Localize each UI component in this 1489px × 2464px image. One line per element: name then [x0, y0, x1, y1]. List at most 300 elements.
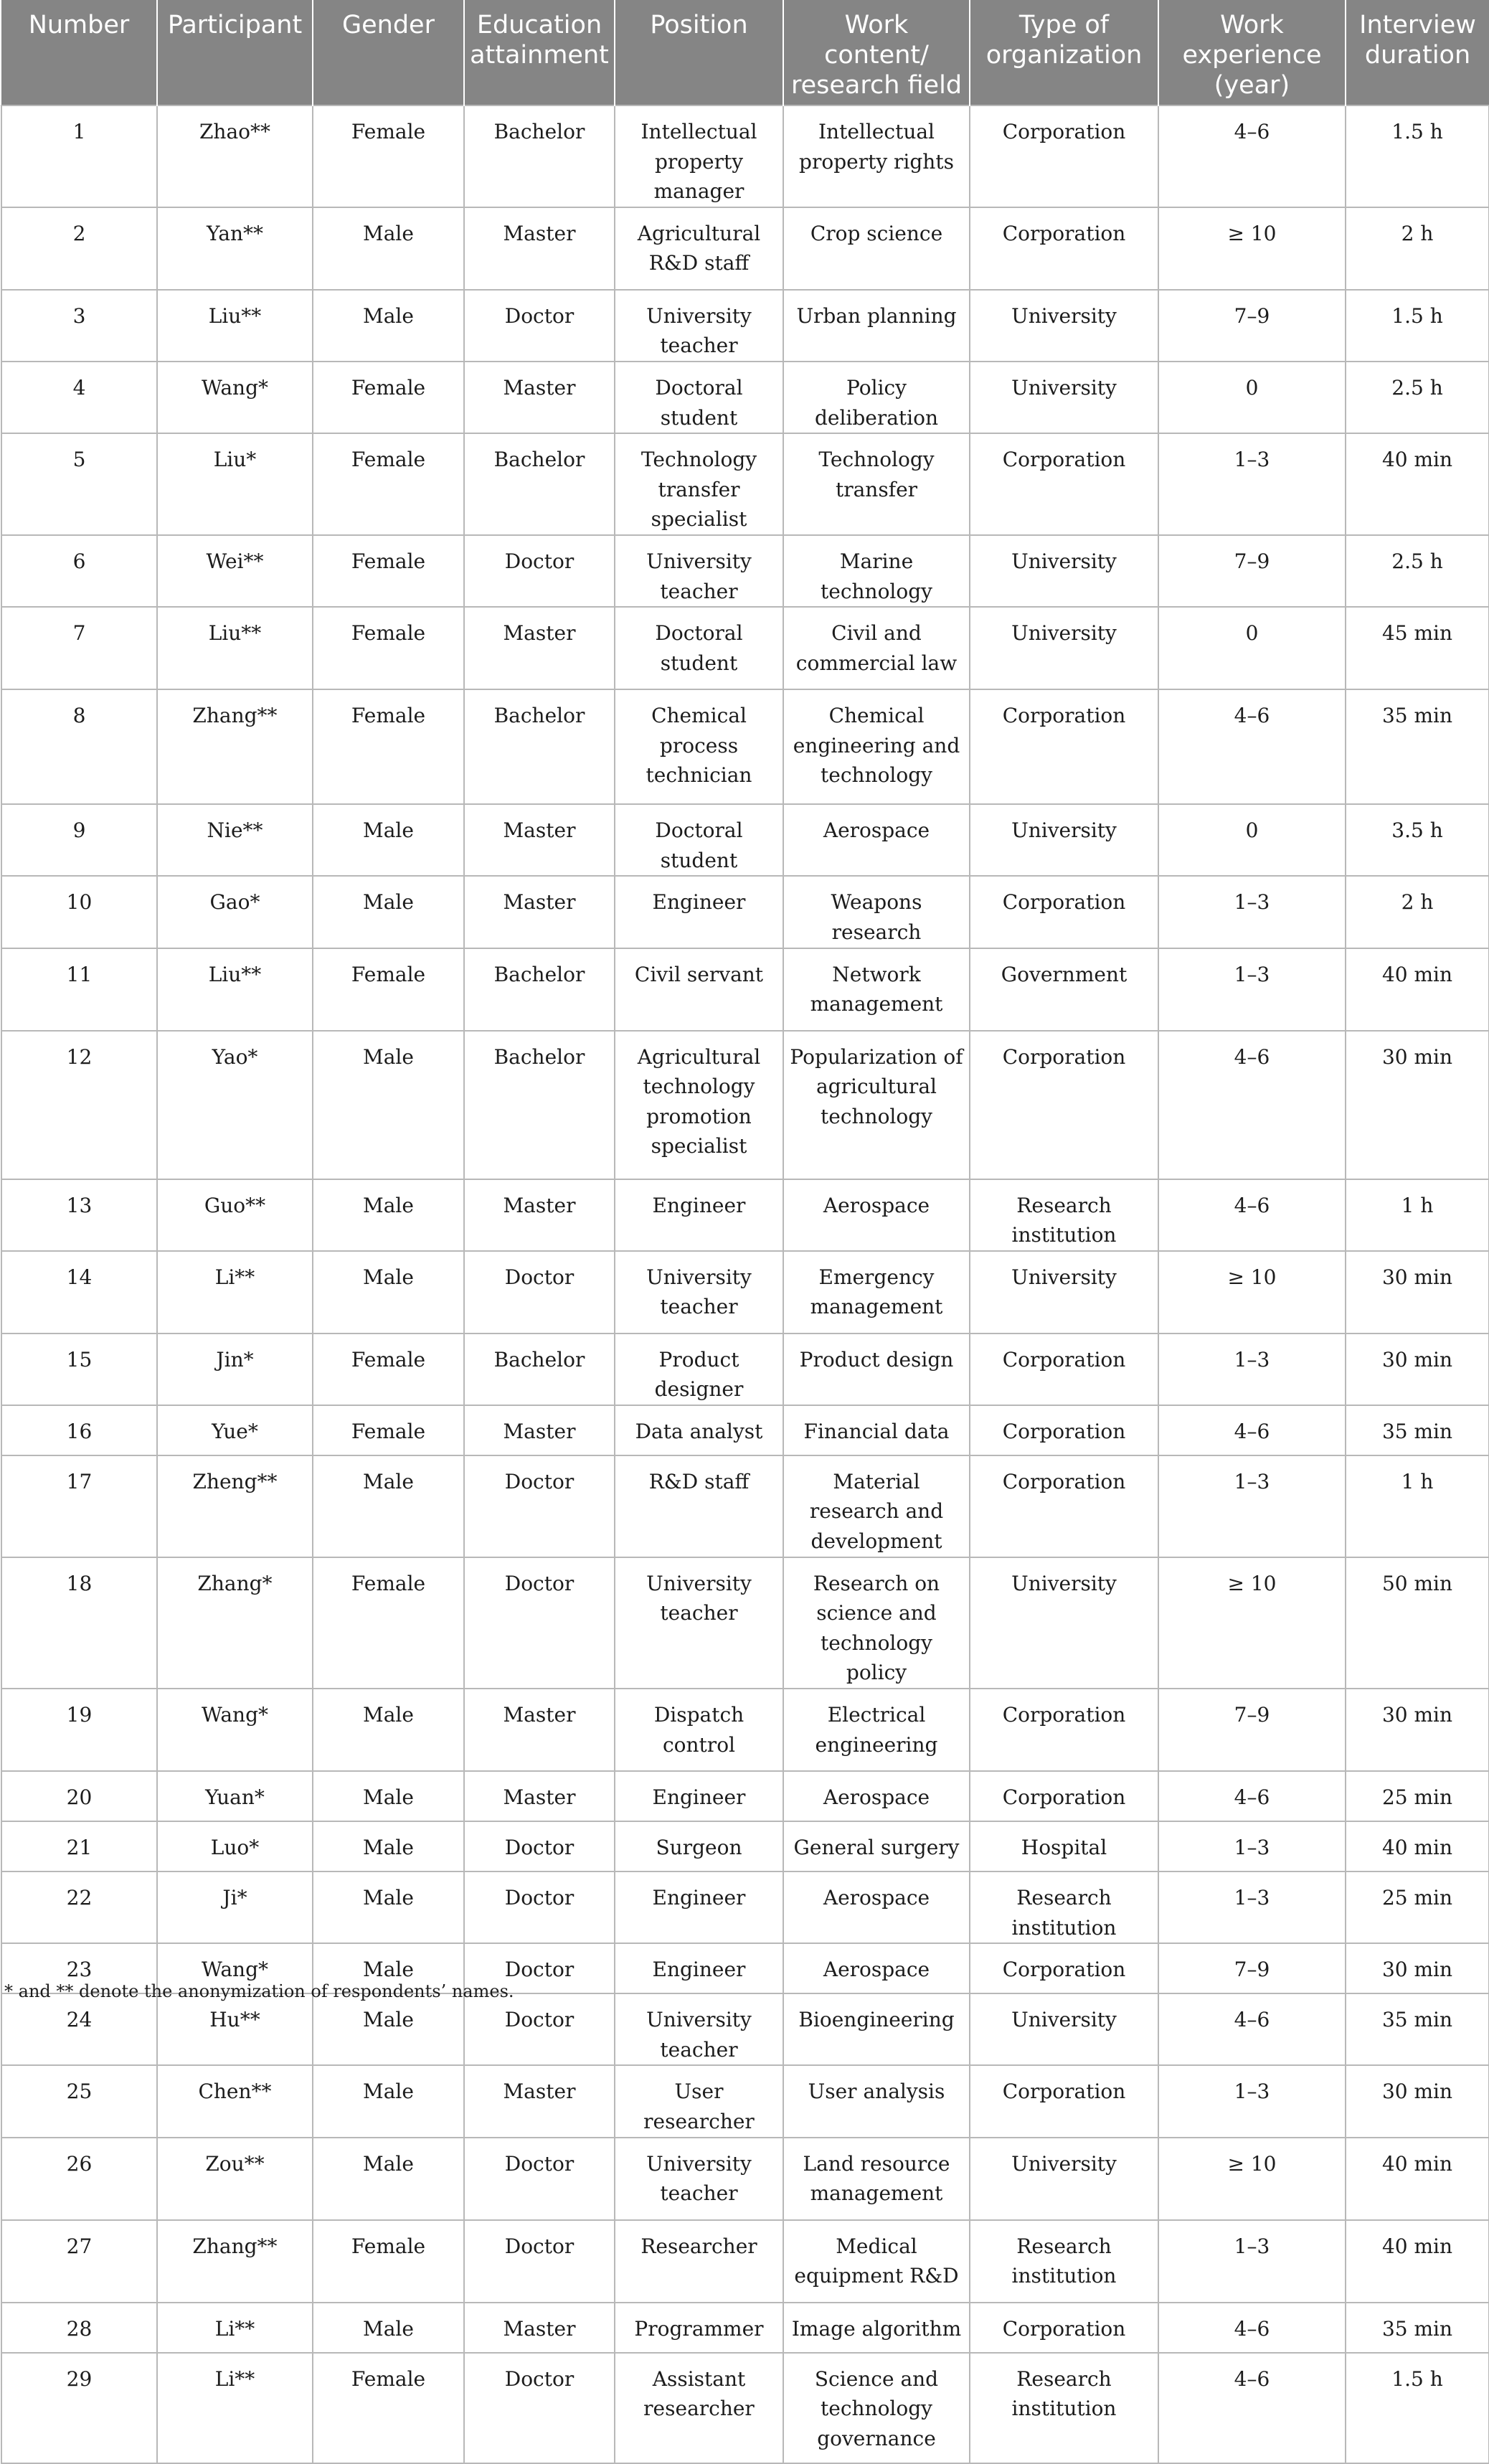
cell-work-content: Aerospace [783, 1179, 970, 1251]
cell-participant: Li** [157, 2303, 313, 2353]
cell-education: Bachelor [464, 105, 615, 207]
cell-participant: Zhao** [157, 105, 313, 207]
cell-work-experience: 4–6 [1158, 2353, 1346, 2463]
cell-organization-type: Corporation [970, 2065, 1158, 2137]
cell-participant: Zhang** [157, 2220, 313, 2303]
cell-organization-type: Corporation [970, 876, 1158, 948]
column-header-participant [157, 0, 313, 105]
cell-interview-duration: 2 h [1346, 876, 1489, 948]
cell-number: 21 [1, 1821, 157, 1871]
cell-work-experience: 1–3 [1158, 948, 1346, 1031]
cell-number: 26 [1, 2138, 157, 2220]
cell-participant: Chen** [157, 2065, 313, 2137]
cell-position: Engineer [615, 876, 783, 948]
header-text: Education [476, 11, 602, 39]
cell-number: 6 [1, 535, 157, 607]
cell-interview-duration: 45 min [1346, 607, 1489, 689]
cell-interview-duration: 30 min [1346, 1251, 1489, 1334]
cell-number: 15 [1, 1334, 157, 1405]
table-row [1, 105, 1489, 207]
cell-education: Master [464, 362, 615, 433]
cell-participant: Zou** [157, 2138, 313, 2220]
cell-position: University teacher [615, 535, 783, 607]
cell-interview-duration: 30 min [1346, 1689, 1489, 1771]
cell-organization-type: Research institution [970, 2353, 1158, 2463]
cell-education: Master [464, 207, 615, 290]
column-header-work-content [783, 0, 970, 105]
cell-gender: Male [313, 1179, 464, 1251]
cell-organization-type: Corporation [970, 1689, 1158, 1771]
cell-education: Master [464, 2303, 615, 2353]
cell-number: 14 [1, 1251, 157, 1334]
cell-organization-type: Research institution [970, 2220, 1158, 2303]
table-row [1, 1871, 1489, 1943]
table-row [1, 1771, 1489, 1821]
table-row [1, 2303, 1489, 2353]
table-row [1, 876, 1489, 948]
cell-gender: Female [313, 535, 464, 607]
table-row [1, 535, 1489, 607]
header-text: Participant [167, 11, 303, 39]
cell-education: Master [464, 1689, 615, 1771]
cell-work-experience: 4–6 [1158, 1993, 1346, 2065]
cell-gender: Female [313, 2353, 464, 2463]
header-text: Position [650, 11, 748, 39]
cell-participant: Yuan* [157, 1771, 313, 1821]
cell-work-content: Weapons research [783, 876, 970, 948]
cell-education: Bachelor [464, 948, 615, 1031]
cell-work-content: Aerospace [783, 1871, 970, 1943]
cell-interview-duration: 40 min [1346, 2220, 1489, 2303]
cell-interview-duration: 2.5 h [1346, 362, 1489, 433]
cell-position: Product designer [615, 1334, 783, 1405]
cell-gender: Female [313, 433, 464, 535]
header-text: content/ [824, 41, 929, 70]
cell-position: University teacher [615, 2138, 783, 2220]
cell-education: Doctor [464, 1993, 615, 2065]
cell-work-content: Civil and commercial law [783, 607, 970, 689]
table-row [1, 1334, 1489, 1405]
cell-organization-type: Corporation [970, 1334, 1158, 1405]
cell-position: Programmer [615, 2303, 783, 2353]
cell-organization-type: Corporation [970, 1405, 1158, 1455]
cell-organization-type: University [970, 290, 1158, 362]
cell-work-experience: 4–6 [1158, 2303, 1346, 2353]
cell-work-content: Emergency management [783, 1251, 970, 1334]
cell-participant: Li** [157, 2353, 313, 2463]
cell-work-experience: 0 [1158, 362, 1346, 433]
cell-position: Surgeon [615, 1821, 783, 1871]
cell-work-experience: 1–3 [1158, 433, 1346, 535]
cell-organization-type: University [970, 1557, 1158, 1689]
cell-organization-type: Corporation [970, 2303, 1158, 2353]
cell-gender: Male [313, 1943, 464, 1993]
table-row [1, 1557, 1489, 1689]
cell-number: 5 [1, 433, 157, 535]
cell-position: User researcher [615, 2065, 783, 2137]
cell-number: 12 [1, 1031, 157, 1179]
cell-number: 25 [1, 2065, 157, 2137]
cell-participant: Yan** [157, 207, 313, 290]
cell-work-experience: 4–6 [1158, 1405, 1346, 1455]
cell-work-content: Aerospace [783, 804, 970, 876]
header-text: Interview [1359, 11, 1476, 39]
cell-participant: Yao* [157, 1031, 313, 1179]
table-row [1, 689, 1489, 804]
cell-work-experience: 1–3 [1158, 1871, 1346, 1943]
cell-work-experience: 1–3 [1158, 1334, 1346, 1405]
cell-work-experience: 4–6 [1158, 689, 1346, 804]
cell-education: Bachelor [464, 689, 615, 804]
cell-gender: Male [313, 2138, 464, 2220]
cell-number: 13 [1, 1179, 157, 1251]
cell-position: Civil servant [615, 948, 783, 1031]
cell-work-content: Intellectual property rights [783, 105, 970, 207]
cell-work-content: Electrical engineering [783, 1689, 970, 1771]
cell-gender: Male [313, 1771, 464, 1821]
cell-interview-duration: 50 min [1346, 1557, 1489, 1689]
cell-work-experience: 4–6 [1158, 1179, 1346, 1251]
header-text: Work [1220, 11, 1284, 39]
table-row [1, 948, 1489, 1031]
cell-interview-duration: 40 min [1346, 433, 1489, 535]
cell-organization-type: Corporation [970, 1771, 1158, 1821]
cell-work-experience: 7–9 [1158, 535, 1346, 607]
cell-gender: Male [313, 1821, 464, 1871]
cell-organization-type: University [970, 1251, 1158, 1334]
cell-organization-type: University [970, 1993, 1158, 2065]
column-header-interview-duration [1346, 0, 1489, 105]
cell-work-content: User analysis [783, 2065, 970, 2137]
table-row [1, 2220, 1489, 2303]
cell-work-experience: ≥ 10 [1158, 1557, 1346, 1689]
cell-gender: Male [313, 207, 464, 290]
cell-work-experience: 1–3 [1158, 1455, 1346, 1557]
cell-education: Master [464, 1405, 615, 1455]
header-text: attainment [470, 41, 609, 70]
cell-gender: Female [313, 2220, 464, 2303]
cell-organization-type: Corporation [970, 105, 1158, 207]
table-row [1, 2065, 1489, 2137]
column-header-position [615, 0, 783, 105]
column-header-gender [313, 0, 464, 105]
cell-number: 3 [1, 290, 157, 362]
cell-number: 19 [1, 1689, 157, 1771]
cell-organization-type: Research institution [970, 1871, 1158, 1943]
cell-education: Doctor [464, 535, 615, 607]
table-row [1, 2138, 1489, 2220]
cell-work-content: Material research and development [783, 1455, 970, 1557]
cell-gender: Female [313, 607, 464, 689]
column-header-work-experience [1158, 0, 1346, 105]
cell-position: Doctoral student [615, 804, 783, 876]
header-text: experience [1182, 41, 1322, 70]
cell-work-experience: 1–3 [1158, 2065, 1346, 2137]
cell-education: Doctor [464, 1871, 615, 1943]
cell-number: 18 [1, 1557, 157, 1689]
cell-participant: Zhang* [157, 1557, 313, 1689]
cell-interview-duration: 25 min [1346, 1771, 1489, 1821]
cell-organization-type: Corporation [970, 689, 1158, 804]
cell-organization-type: Corporation [970, 207, 1158, 290]
cell-number: 2 [1, 207, 157, 290]
cell-work-experience: 0 [1158, 804, 1346, 876]
cell-interview-duration: 2.5 h [1346, 535, 1489, 607]
cell-position: University teacher [615, 290, 783, 362]
cell-organization-type: Hospital [970, 1821, 1158, 1871]
cell-participant: Liu* [157, 433, 313, 535]
table-row [1, 362, 1489, 433]
cell-position: Engineer [615, 1179, 783, 1251]
cell-education: Doctor [464, 1557, 615, 1689]
cell-education: Bachelor [464, 1031, 615, 1179]
cell-position: Engineer [615, 1943, 783, 1993]
cell-participant: Wang* [157, 1943, 313, 1993]
cell-gender: Female [313, 948, 464, 1031]
cell-education: Master [464, 1179, 615, 1251]
cell-work-experience: 7–9 [1158, 1943, 1346, 1993]
cell-participant: Luo* [157, 1821, 313, 1871]
cell-number: 24 [1, 1993, 157, 2065]
cell-interview-duration: 1.5 h [1346, 2353, 1489, 2463]
cell-interview-duration: 35 min [1346, 2303, 1489, 2353]
cell-organization-type: Government [970, 948, 1158, 1031]
cell-interview-duration: 2 h [1346, 207, 1489, 290]
cell-education: Master [464, 1771, 615, 1821]
table-row [1, 1993, 1489, 2065]
cell-education: Doctor [464, 2138, 615, 2220]
cell-gender: Female [313, 105, 464, 207]
cell-position: Assistant researcher [615, 2353, 783, 2463]
cell-position: University teacher [615, 1251, 783, 1334]
cell-work-content: Aerospace [783, 1943, 970, 1993]
cell-number: 7 [1, 607, 157, 689]
participants-table [1, 0, 1489, 2464]
cell-gender: Female [313, 689, 464, 804]
cell-participant: Liu** [157, 948, 313, 1031]
cell-interview-duration: 1 h [1346, 1455, 1489, 1557]
cell-work-content: Urban planning [783, 290, 970, 362]
header-text: organization [985, 41, 1143, 70]
cell-work-content: Policy deliberation [783, 362, 970, 433]
cell-position: Dispatch control [615, 1689, 783, 1771]
cell-position: University teacher [615, 1993, 783, 2065]
cell-work-content: Aerospace [783, 1771, 970, 1821]
header-row [1, 0, 1489, 105]
cell-work-content: Land resource management [783, 2138, 970, 2220]
cell-interview-duration: 25 min [1346, 1871, 1489, 1943]
cell-interview-duration: 30 min [1346, 2065, 1489, 2137]
cell-work-content: Product design [783, 1334, 970, 1405]
cell-number: 27 [1, 2220, 157, 2303]
cell-number: 17 [1, 1455, 157, 1557]
cell-number: 9 [1, 804, 157, 876]
cell-position: Researcher [615, 2220, 783, 2303]
cell-work-content: Bioengineering [783, 1993, 970, 2065]
cell-gender: Male [313, 804, 464, 876]
cell-education: Doctor [464, 1251, 615, 1334]
cell-participant: Liu** [157, 607, 313, 689]
table-row [1, 1251, 1489, 1334]
cell-education: Bachelor [464, 1334, 615, 1405]
cell-position: Engineer [615, 1771, 783, 1821]
cell-work-experience: ≥ 10 [1158, 1251, 1346, 1334]
cell-gender: Male [313, 1031, 464, 1179]
cell-gender: Male [313, 2303, 464, 2353]
cell-gender: Female [313, 1557, 464, 1689]
cell-number: 28 [1, 2303, 157, 2353]
cell-position: University teacher [615, 1557, 783, 1689]
cell-number: 8 [1, 689, 157, 804]
cell-position: Data analyst [615, 1405, 783, 1455]
cell-work-experience: 4–6 [1158, 1031, 1346, 1179]
cell-gender: Male [313, 290, 464, 362]
cell-participant: Liu** [157, 290, 313, 362]
cell-work-experience: 1–3 [1158, 876, 1346, 948]
cell-gender: Male [313, 2065, 464, 2137]
cell-interview-duration: 40 min [1346, 2138, 1489, 2220]
cell-work-content: Research on science and technology policy [783, 1557, 970, 1689]
cell-interview-duration: 30 min [1346, 1943, 1489, 1993]
cell-participant: Li** [157, 1251, 313, 1334]
cell-organization-type: University [970, 2138, 1158, 2220]
cell-participant: Gao* [157, 876, 313, 948]
cell-participant: Wang* [157, 362, 313, 433]
cell-work-experience: 4–6 [1158, 1771, 1346, 1821]
cell-participant: Wei** [157, 535, 313, 607]
cell-work-experience: 1–3 [1158, 2220, 1346, 2303]
cell-number: 11 [1, 948, 157, 1031]
header-text: Number [28, 11, 130, 39]
cell-number: 22 [1, 1871, 157, 1943]
cell-work-content: Financial data [783, 1405, 970, 1455]
cell-work-experience: 7–9 [1158, 290, 1346, 362]
table-row [1, 207, 1489, 290]
cell-position: Technology transfer specialist [615, 433, 783, 535]
cell-work-content: General surgery [783, 1821, 970, 1871]
cell-education: Master [464, 876, 615, 948]
table-row [1, 1179, 1489, 1251]
cell-organization-type: University [970, 804, 1158, 876]
table-row [1, 290, 1489, 362]
cell-work-content: Crop science [783, 207, 970, 290]
cell-work-experience: 0 [1158, 607, 1346, 689]
cell-number: 1 [1, 105, 157, 207]
cell-education: Doctor [464, 1943, 615, 1993]
cell-education: Master [464, 607, 615, 689]
cell-education: Doctor [464, 1821, 615, 1871]
cell-participant: Zhang** [157, 689, 313, 804]
table-row [1, 1821, 1489, 1871]
header-text: Gender [342, 11, 435, 39]
table-row [1, 1405, 1489, 1455]
header-text: research field [790, 71, 963, 100]
cell-interview-duration: 35 min [1346, 1993, 1489, 2065]
table-body [1, 105, 1489, 2463]
cell-organization-type: Research institution [970, 1179, 1158, 1251]
cell-work-content: Popularization of agricultural technology [783, 1031, 970, 1179]
column-header-number [1, 0, 157, 105]
cell-work-experience: 4–6 [1158, 105, 1346, 207]
cell-work-content: Technology transfer [783, 433, 970, 535]
cell-gender: Male [313, 1871, 464, 1943]
table-footnote: * and ** denote the anonymization of respondents’ names. [4, 1981, 514, 2001]
cell-organization-type: University [970, 607, 1158, 689]
cell-position: Doctoral student [615, 362, 783, 433]
table-row [1, 1689, 1489, 1771]
cell-position: R&D staff [615, 1455, 783, 1557]
cell-interview-duration: 1 h [1346, 1179, 1489, 1251]
cell-organization-type: University [970, 362, 1158, 433]
cell-participant: Guo** [157, 1179, 313, 1251]
header-text: (year) [1214, 71, 1290, 100]
cell-participant: Ji* [157, 1871, 313, 1943]
cell-organization-type: Corporation [970, 1455, 1158, 1557]
cell-education: Bachelor [464, 433, 615, 535]
cell-interview-duration: 35 min [1346, 689, 1489, 804]
cell-work-content: Marine technology [783, 535, 970, 607]
cell-participant: Zheng** [157, 1455, 313, 1557]
cell-organization-type: Corporation [970, 433, 1158, 535]
cell-interview-duration: 1.5 h [1346, 290, 1489, 362]
table-row [1, 1031, 1489, 1179]
cell-work-content: Network management [783, 948, 970, 1031]
cell-gender: Male [313, 1251, 464, 1334]
cell-position: Agricultural technology promotion specialist [615, 1031, 783, 1179]
cell-position: Engineer [615, 1871, 783, 1943]
table-row [1, 804, 1489, 876]
cell-number: 20 [1, 1771, 157, 1821]
cell-organization-type: Corporation [970, 1031, 1158, 1179]
table-row [1, 607, 1489, 689]
cell-number: 29 [1, 2353, 157, 2463]
cell-gender: Male [313, 876, 464, 948]
cell-number: 23 [1, 1943, 157, 1993]
header-text: duration [1364, 41, 1471, 70]
cell-work-content: Chemical engineering and technology [783, 689, 970, 804]
cell-interview-duration: 1.5 h [1346, 105, 1489, 207]
cell-work-experience: 7–9 [1158, 1689, 1346, 1771]
table-row [1, 1455, 1489, 1557]
cell-gender: Female [313, 362, 464, 433]
header-text: Work [844, 11, 909, 39]
cell-work-experience: ≥ 10 [1158, 207, 1346, 290]
cell-participant: Yue* [157, 1405, 313, 1455]
cell-participant: Wang* [157, 1689, 313, 1771]
cell-organization-type: University [970, 535, 1158, 607]
cell-education: Master [464, 804, 615, 876]
cell-gender: Male [313, 1993, 464, 2065]
cell-position: Intellectual property manager [615, 105, 783, 207]
cell-work-experience: 1–3 [1158, 1821, 1346, 1871]
cell-position: Doctoral student [615, 607, 783, 689]
cell-organization-type: Corporation [970, 1943, 1158, 1993]
cell-number: 16 [1, 1405, 157, 1455]
cell-position: Agricultural R&D staff [615, 207, 783, 290]
cell-participant: Hu** [157, 1993, 313, 2065]
header-text: Type of [1018, 11, 1110, 39]
cell-education: Doctor [464, 2220, 615, 2303]
cell-education: Master [464, 2065, 615, 2137]
cell-work-content: Medical equipment R&D [783, 2220, 970, 2303]
cell-work-content: Image algorithm [783, 2303, 970, 2353]
cell-gender: Female [313, 1334, 464, 1405]
column-header-organization-type [970, 0, 1158, 105]
cell-interview-duration: 40 min [1346, 948, 1489, 1031]
cell-gender: Female [313, 1405, 464, 1455]
cell-interview-duration: 30 min [1346, 1031, 1489, 1179]
table-row [1, 433, 1489, 535]
